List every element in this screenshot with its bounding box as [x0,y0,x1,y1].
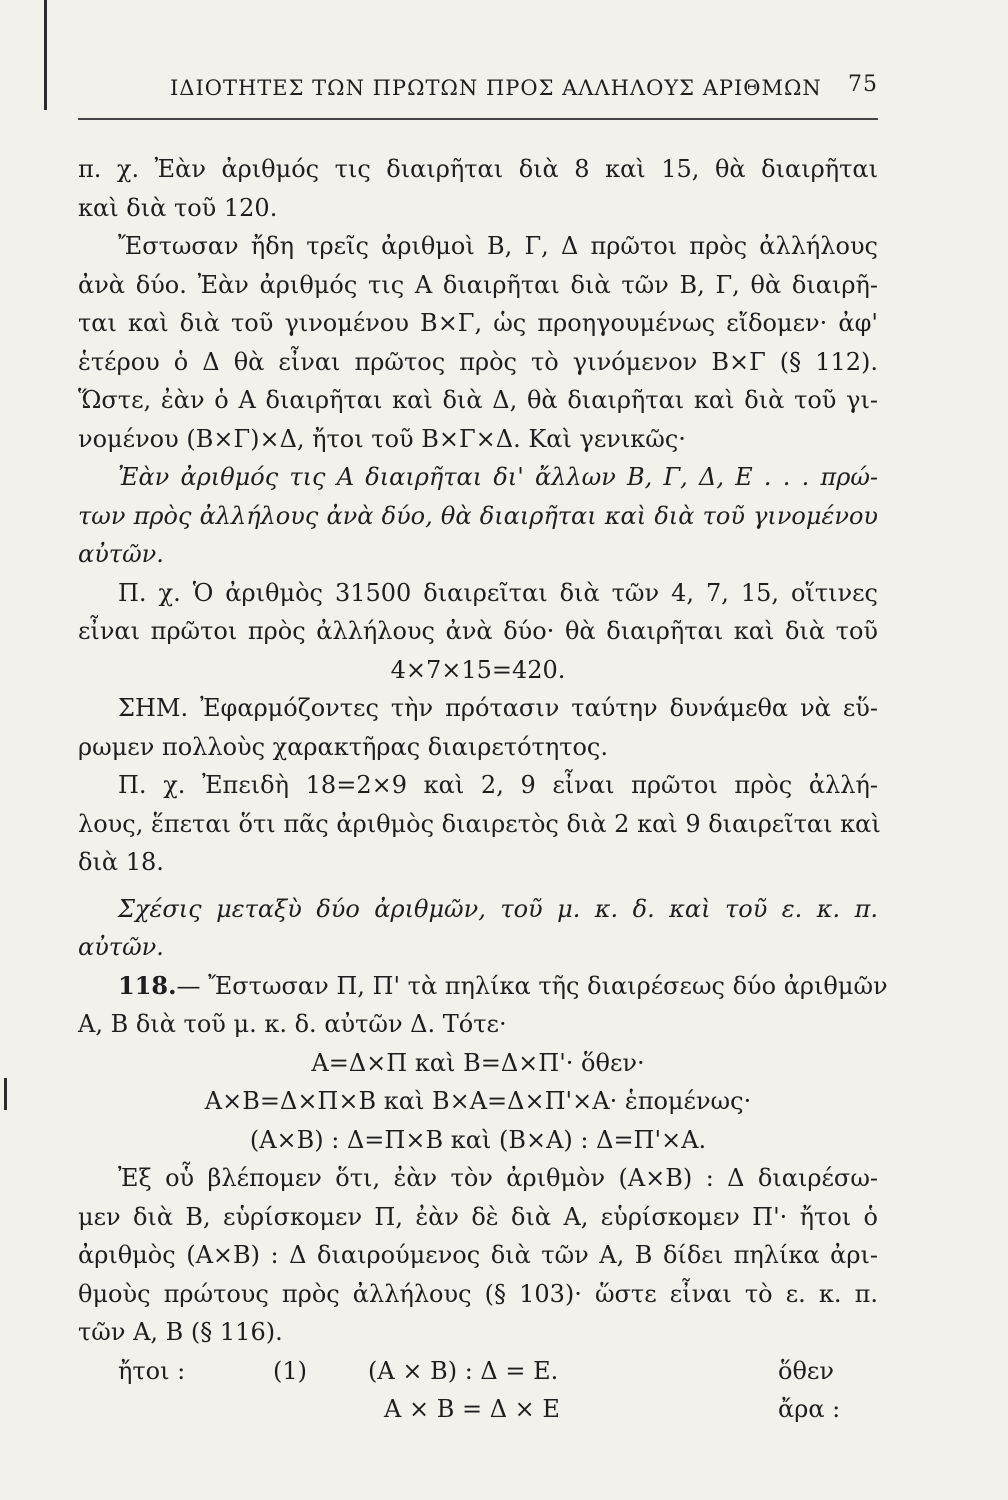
equation: 4×7×15=420. [390,655,566,684]
page-body [78,150,888,1429]
text-line: ἑτέρου ὁ Δ θὰ εἶναι πρῶτος πρὸς τὸ γινόμενον Β×Γ (§ 112). [78,347,878,376]
text-line: Ἔστωσαν ἤδη τρεῖς ἀριθμοὶ Β, Γ, Δ πρῶτοι πρὸς ἀλλήλους [118,232,878,260]
equation-row [78,1352,878,1391]
theorem-line: των πρὸς ἀλλήλους ἀνὰ δύο, θὰ διαιρῆται καὶ διὰ τοῦ γινομένου [78,501,878,530]
text-line: Ἐξ οὗ βλέπομεν ὅτι, ἐὰν τὸν ἀριθμὸν (Α×Β) : Δ διαιρέσω- [118,1164,878,1192]
text-line: θμοὺς πρώτους πρὸς ἀλλήλους (§ 103)· ὥστε εἶναι τὸ ε. κ. π. [78,1279,878,1308]
text-line: ται καὶ διὰ τοῦ γινομένου Β×Γ, ὡς προηγουμένως εἴδομεν· ἀφ' [78,309,878,337]
label-othen: ὅθεν [778,1356,834,1385]
note-line: ρωμεν πολλοὺς χαρακτῆρας διαιρετότητος. [78,732,608,761]
example-line: Π. χ. Ὁ ἀριθμὸς 31500 διαιρεῖται διὰ τῶν 4, 7, 15, οἵτινες [118,578,878,607]
text-line: Ὥστε, ἐὰν ὁ Α διαιρῆται καὶ διὰ Δ, θὰ διαιρῆται καὶ διὰ τοῦ γι- [78,386,878,414]
equation: Α=Δ×Π καὶ Β=Δ×Π'· ὅθεν· [311,1048,645,1077]
margin-mark [4,1078,7,1110]
section-number: 118. [118,970,177,1000]
section-text: — Ἔστωσαν Π, Π' τὰ πηλίκα τῆς διαιρέσεως δύο ἀριθμῶν [176,971,888,1000]
theorem-line: Ἐὰν ἀριθμός τις Α διαιρῆται δι' ἄλλων Β, Γ, Δ, Ε . . . πρώ- [118,463,878,491]
section-heading: Σχέσις μεταξὺ δύο ἀριθμῶν, τοῦ μ. κ. δ. καὶ τοῦ ε. κ. π. [118,894,878,923]
header-title: ΙΔΙΟΤΗΤΕΣ ΤΩΝ ΠΡΩΤΩΝ ΠΡΟΣ ΑΛΛΗΛΟΥΣ ΑΡΙΘΜΩΝ [170,76,822,100]
theorem-line: αὐτῶν. [78,540,164,568]
equation-number: (1) [273,1356,307,1385]
text-line: π. χ. Ἐὰν ἀριθμός τις διαιρῆται διὰ 8 καὶ 15, θὰ διαιρῆται [78,155,878,183]
equation-row [78,1390,878,1429]
example-line: Π. χ. Ἐπειδὴ 18=2×9 καὶ 2, 9 εἶναι πρῶτοι πρὸς ἀλλή- [118,771,878,799]
equation: Α×Β=Δ×Π×Β καὶ Β×Α=Δ×Π'×Α· ἑπομένως· [204,1087,752,1115]
page-number: 75 [848,72,878,97]
header-rule [78,118,878,120]
text-line: καὶ διὰ τοῦ 120. [78,193,278,222]
text-line: νομένου (Β×Γ)×Δ, ἤτοι τοῦ Β×Γ×Δ. Καὶ γενικῶς· [78,424,686,453]
section-line [78,967,888,1006]
text-line: τῶν Α, Β (§ 116). [78,1318,283,1346]
equation: (Α × Β) : Δ = Ε. [368,1356,559,1385]
label-etoi: ἤτοι : [118,1356,186,1385]
example-line: λους, ἕπεται ὅτι πᾶς ἀριθμὸς διαιρετὸς διὰ 2 καὶ 9 διαιρεῖται καὶ [78,809,881,838]
example-line: εἶναι πρῶτοι πρὸς ἀλλήλους ἀνὰ δύο· θὰ διαιρῆται καὶ διὰ τοῦ [78,617,878,645]
text-line: μεν διὰ Β, εὑρίσκομεν Π, ἐὰν δὲ διὰ Α, εὑρίσκομεν Π'· ἤτοι ὁ [78,1202,878,1231]
page-edge-line [44,0,47,110]
text-line: ἀνὰ δύο. Ἐὰν ἀριθμός τις Α διαιρῆται διὰ τῶν Β, Γ, θὰ διαιρῆ- [78,270,878,299]
text-line: ἀριθμὸς (Α×Β) : Δ διαιρούμενος διὰ τῶν Α, Β δίδει πηλίκα ἀρι- [78,1241,878,1269]
section-heading: αὐτῶν. [78,933,164,961]
equation: (Α×Β) : Δ=Π×Β καὶ (Β×Α) : Δ=Π'×Α. [249,1125,707,1154]
text-line: Α, Β διὰ τοῦ μ. κ. δ. αὐτῶν Δ. Τότε· [78,1010,507,1038]
example-line: διὰ 18. [78,848,164,876]
label-ara: ἄρα : [778,1395,841,1423]
equation: Α × Β = Δ × Ε [384,1395,560,1423]
note-line: ΣΗΜ. Ἐφαρμόζοντες τὴν πρότασιν ταύτην δυνάμεθα νὰ εὕ- [118,694,878,722]
